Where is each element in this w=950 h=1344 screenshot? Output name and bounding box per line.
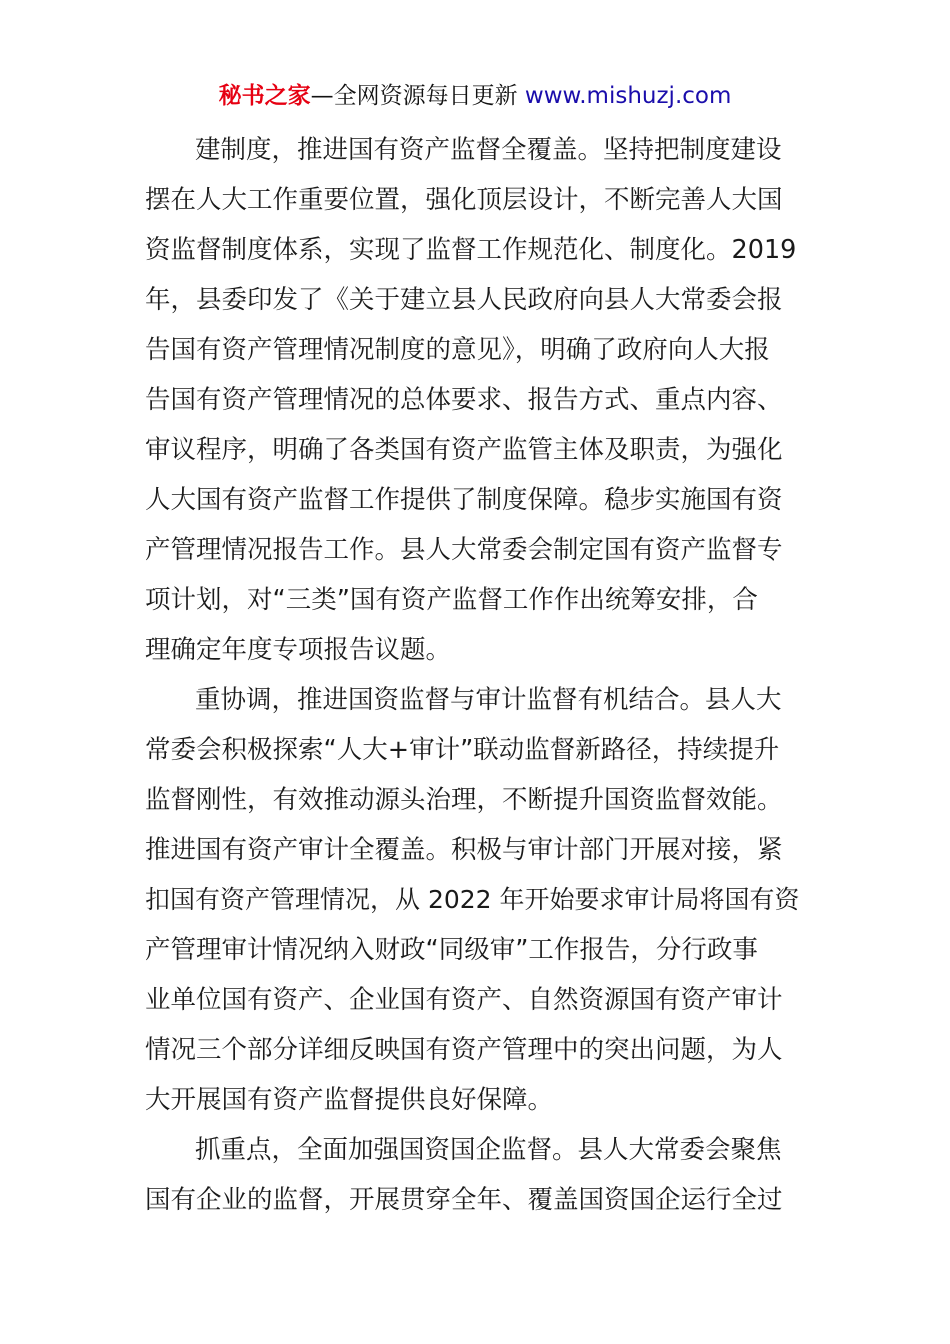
text-line: 审议程序，明确了各类国有资产监管主体及职责，为强化 bbox=[145, 435, 783, 465]
site-header bbox=[0, 80, 950, 112]
text-line: 业单位国有资产、企业国有资产、自然资源国有资产审计 bbox=[145, 985, 783, 1015]
header-tagline: —全网资源每日更新 bbox=[310, 83, 518, 109]
text-line: 项计划，对“三类”国有资产监督工作作出统筹安排，合 bbox=[145, 585, 758, 615]
text-line: 资监督制度体系，实现了监督工作规范化、制度化。2019 bbox=[145, 235, 797, 265]
text-line: 理确定年度专项报告议题。 bbox=[145, 635, 452, 665]
text-line: 大开展国有资产监督提供良好保障。 bbox=[145, 1085, 554, 1115]
brand-name: 秘书之家 bbox=[218, 83, 311, 109]
text-line: 告国有资产管理情况的总体要求、报告方式、重点内容、 bbox=[145, 385, 783, 415]
site-url-link[interactable]: www.mishuzj.com bbox=[524, 83, 732, 109]
text-line: 常委会积极探索“人大+审计”联动监督新路径，持续提升 bbox=[145, 735, 780, 765]
text-line: 抓重点，全面加强国资国企监督。县人大常委会聚焦 bbox=[195, 1135, 782, 1165]
text-line: 年，县委印发了《关于建立县人民政府向县人大常委会报 bbox=[145, 285, 783, 315]
text-line: 人大国有资产监督工作提供了制度保障。稳步实施国有资 bbox=[145, 485, 783, 515]
text-line: 国有企业的监督，开展贯穿全年、覆盖国资国企运行全过 bbox=[145, 1185, 783, 1215]
text-line: 推进国有资产审计全覆盖。积极与审计部门开展对接，紧 bbox=[145, 835, 783, 865]
text-line: 产管理情况报告工作。县人大常委会制定国有资产监督专 bbox=[145, 535, 783, 565]
text-line: 监督刚性，有效推动源头治理，不断提升国资监督效能。 bbox=[145, 785, 783, 815]
text-line: 重协调，推进国资监督与审计监督有机结合。县人大 bbox=[195, 685, 782, 715]
text-line: 扣国有资产管理情况，从 2022 年开始要求审计局将国有资 bbox=[145, 885, 800, 914]
text-line: 建制度，推进国有资产监督全覆盖。坚持把制度建设 bbox=[195, 135, 782, 165]
text-line: 产管理审计情况纳入财政“同级审”工作报告，分行政事 bbox=[145, 935, 758, 965]
text-line: 摆在人大工作重要位置，强化顶层设计，不断完善人大国 bbox=[145, 185, 783, 215]
text-line: 情况三个部分详细反映国有资产管理中的突出问题，为人 bbox=[145, 1035, 783, 1065]
text-line: 告国有资产管理情况制度的意见》，明确了政府向人大报 bbox=[145, 335, 770, 365]
